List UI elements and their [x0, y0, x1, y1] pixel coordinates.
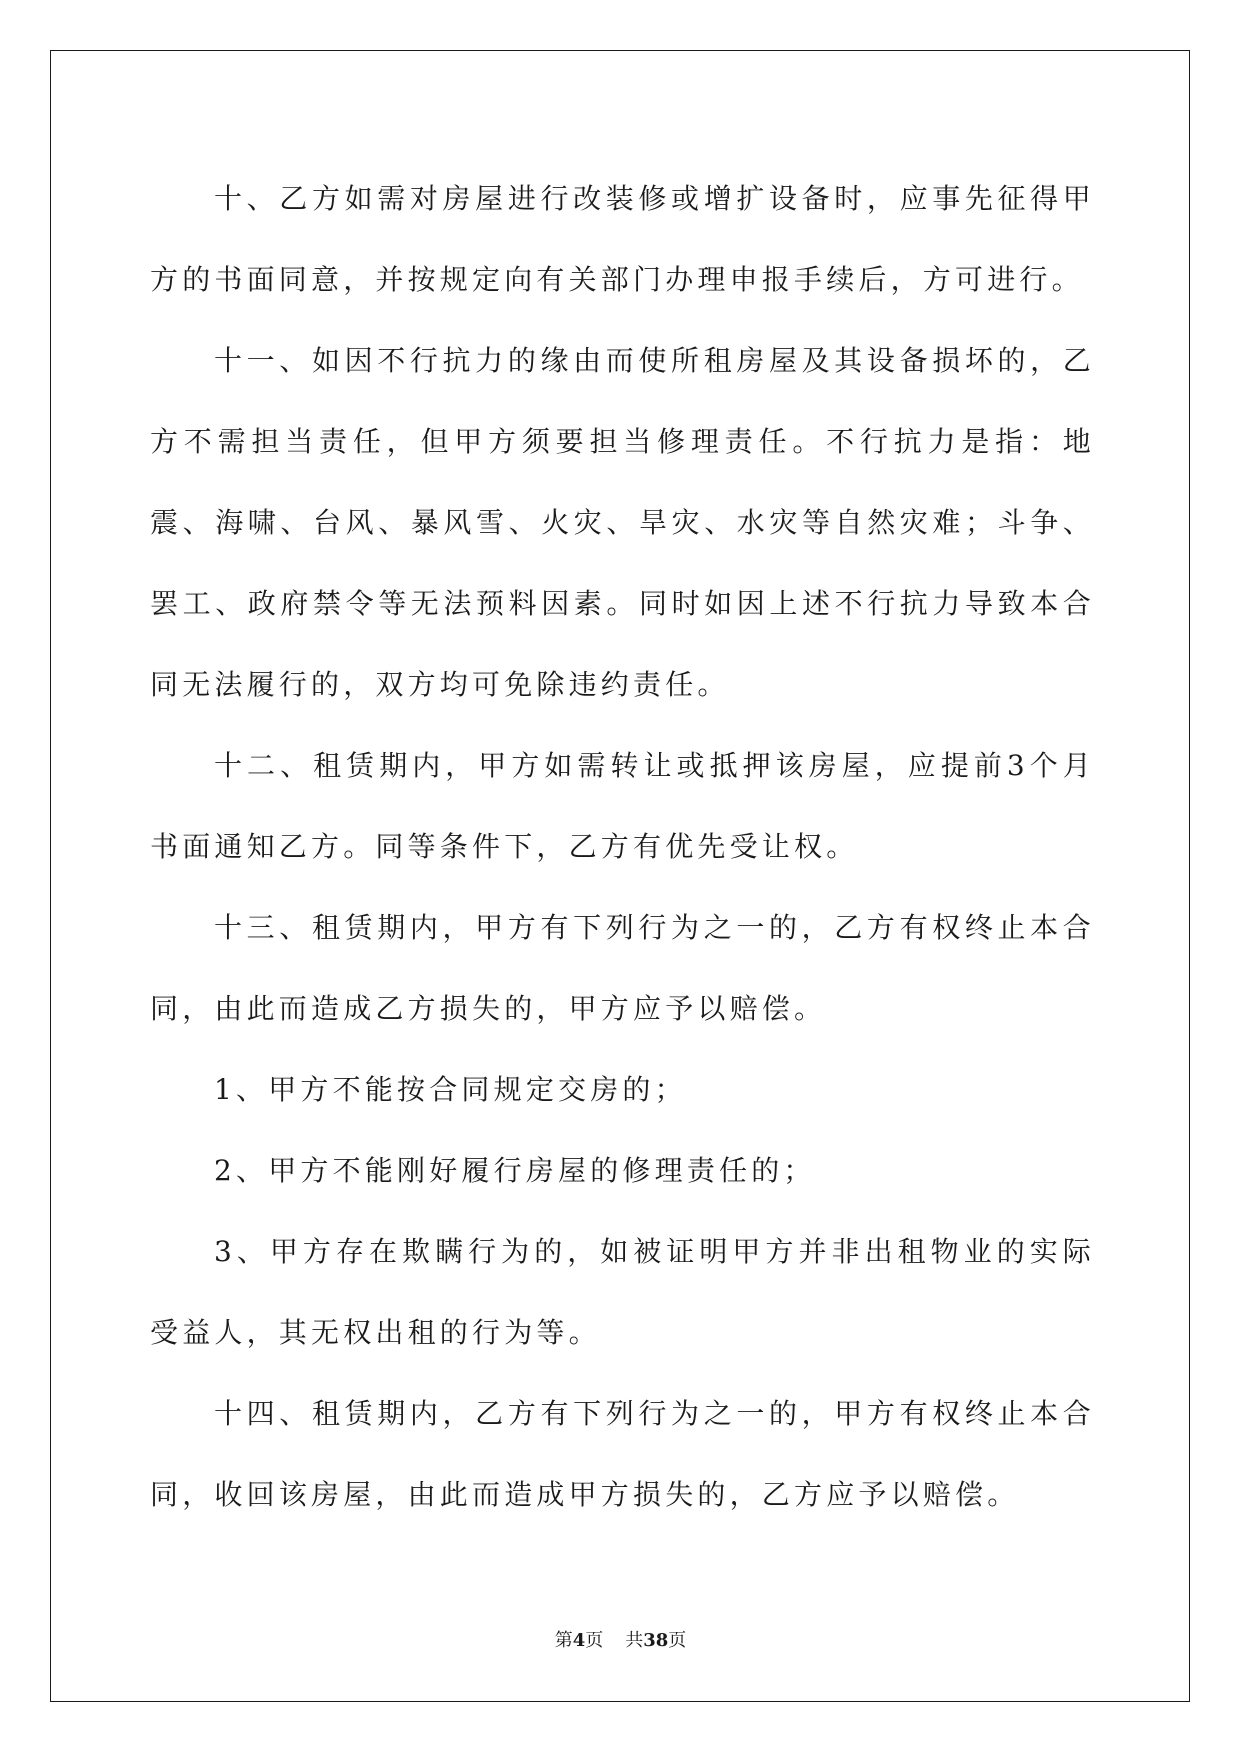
footer-total-prefix: 共: [625, 1630, 644, 1651]
footer-total-suffix: 页: [668, 1630, 687, 1651]
paragraph-11: 十一、如因不行抗力的缘由而使所租房屋及其设备损坏的，乙方不需担当责任，但甲方须要担当修理责任。不行抗力是指：地震、海啸、台风、暴风雪、火灾、旱灾、水灾等自然灾难；斗争、罢工、政府禁令等无法预料因素。同时如因上述不行抗力导致本合同无法履行的，双方均可免除违约责任。: [150, 344, 1095, 701]
paragraph-12: 十二、租赁期内，甲方如需转让或抵押该房屋，应提前3个月书面通知乙方。同等条件下，乙方有优先受让权。: [150, 749, 1095, 863]
page-footer: [0, 1626, 1241, 1652]
paragraph-13: 十三、租赁期内，甲方有下列行为之一的，乙方有权终止本合同，由此而造成乙方损失的，甲方应予以赔偿。: [150, 911, 1095, 1025]
footer-page-number: 4: [572, 1630, 586, 1651]
list-item-1: 1、甲方不能按合同规定交房的；: [214, 1073, 687, 1106]
document-body: [150, 158, 1095, 1535]
list-item-3: 3、甲方存在欺瞒行为的，如被证明甲方并非出租物业的实际受益人，其无权出租的行为等。: [150, 1235, 1095, 1349]
paragraph-10: 十、乙方如需对房屋进行改装修或增扩设备时，应事先征得甲方的书面同意，并按规定向有关部门办理申报手续后，方可进行。: [150, 182, 1095, 296]
footer-page-prefix: 第: [554, 1630, 573, 1651]
paragraph-14: 十四、租赁期内，乙方有下列行为之一的，甲方有权终止本合同，收回该房屋，由此而造成甲方损失的，乙方应予以赔偿。: [150, 1397, 1095, 1511]
footer-total-pages: 38: [643, 1630, 669, 1651]
list-item-2: 2、甲方不能刚好履行房屋的修理责任的；: [214, 1154, 816, 1187]
footer-page-suffix: 页: [585, 1630, 604, 1651]
